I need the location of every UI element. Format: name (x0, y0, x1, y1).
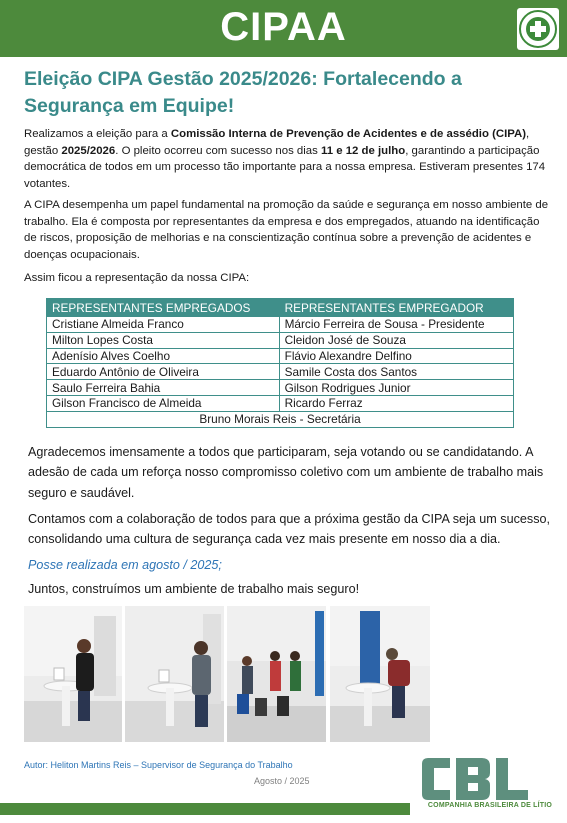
header-employer: REPRESENTANTES EMPREGADOR (279, 299, 513, 317)
employer-rep: Cleidon José de Souza (279, 332, 513, 348)
cipa-seal-logo (517, 8, 559, 50)
headline: Eleição CIPA Gestão 2025/2026: Fortalecendo a Segurança em Equipe! (24, 68, 462, 117)
event-photo-3 (227, 606, 326, 742)
newsletter-title: CIPAA (220, 5, 347, 49)
employee-rep: Eduardo Antônio de Oliveira (47, 364, 280, 380)
intro-paragraph: Realizamos a eleição para a Comissão Interna de Prevenção de Acidentes e de assédio (CIPA), gestão 2025/2026. O pleito ocorreu com sucesso nos dias 11 e 12 de julho, garantindo a participação democrática de todos em um processo tão importante para a nossa empresa. Estiveram presentes 174 votantes. (24, 128, 546, 190)
employee-rep: Cristiane Almeida Franco (47, 317, 280, 333)
event-photo-4 (330, 606, 430, 742)
header-employees: REPRESENTANTES EMPREGADOS (47, 299, 280, 317)
employer-rep: Samile Costa dos Santos (279, 364, 513, 380)
footer-bar (0, 803, 410, 815)
table-intro: Assim ficou a representação da nossa CIPA: (24, 272, 250, 284)
employee-rep: Adenísio Alves Coelho (47, 348, 280, 364)
collaboration-paragraph: Contamos com a colaboração de todos para que a próxima gestão da CIPA seja um sucesso, consolidando uma cultura de segurança cada vez mais presente em nosso dia a dia. (28, 512, 551, 547)
table-row (47, 317, 514, 333)
closing-line: Juntos, construímos um ambiente de trabalho mais seguro! (28, 582, 360, 596)
posse-note: Posse realizada em agosto / 2025; (28, 558, 222, 572)
employer-rep: Flávio Alexandre Delfino (279, 348, 513, 364)
table-header-row (47, 299, 514, 317)
table-footer-row (47, 411, 514, 427)
issue-date: Agosto / 2025 (254, 776, 310, 786)
table-row (47, 380, 514, 396)
table-row (47, 348, 514, 364)
table-row (47, 395, 514, 411)
company-name: COMPANHIA BRASILEIRA DE LÍTIO (427, 802, 553, 809)
table-row (47, 332, 514, 348)
employee-rep: Gilson Francisco de Almeida (47, 395, 280, 411)
cipa-members-table (46, 298, 514, 428)
employee-rep: Milton Lopes Costa (47, 332, 280, 348)
employer-rep: Ricardo Ferraz (279, 395, 513, 411)
secretary: Bruno Morais Reis - Secretária (47, 411, 514, 427)
cbl-logo (420, 752, 560, 818)
author-credit: Autor: Heliton Martins Reis – Supervisor de Segurança do Trabalho (24, 760, 293, 770)
cipa-role-paragraph: A CIPA desempenha um papel fundamental na promoção da saúde e segurança em nosso ambiente de trabalho. Ela é composta por representantes da empresa e dos empregados, atuando na identificação de riscos, proposição de melhorias e na conscientização contínua sobre a prevenção de acidentes e doenças ocupacionais. (24, 199, 549, 261)
event-photo-2 (125, 606, 224, 742)
event-photo-1 (24, 606, 122, 742)
employee-rep: Saulo Ferreira Bahia (47, 380, 280, 396)
header-banner (0, 0, 567, 57)
employer-rep: Márcio Ferreira de Sousa - Presidente (279, 317, 513, 333)
employer-rep: Gilson Rodrigues Junior (279, 380, 513, 396)
thanks-paragraph: Agradecemos imensamente a todos que participaram, seja votando ou se candidatando. A adesão de cada um reforça nosso compromisso coletivo com um ambiente de trabalho mais seguro e saudável. (28, 445, 544, 500)
table-row (47, 364, 514, 380)
